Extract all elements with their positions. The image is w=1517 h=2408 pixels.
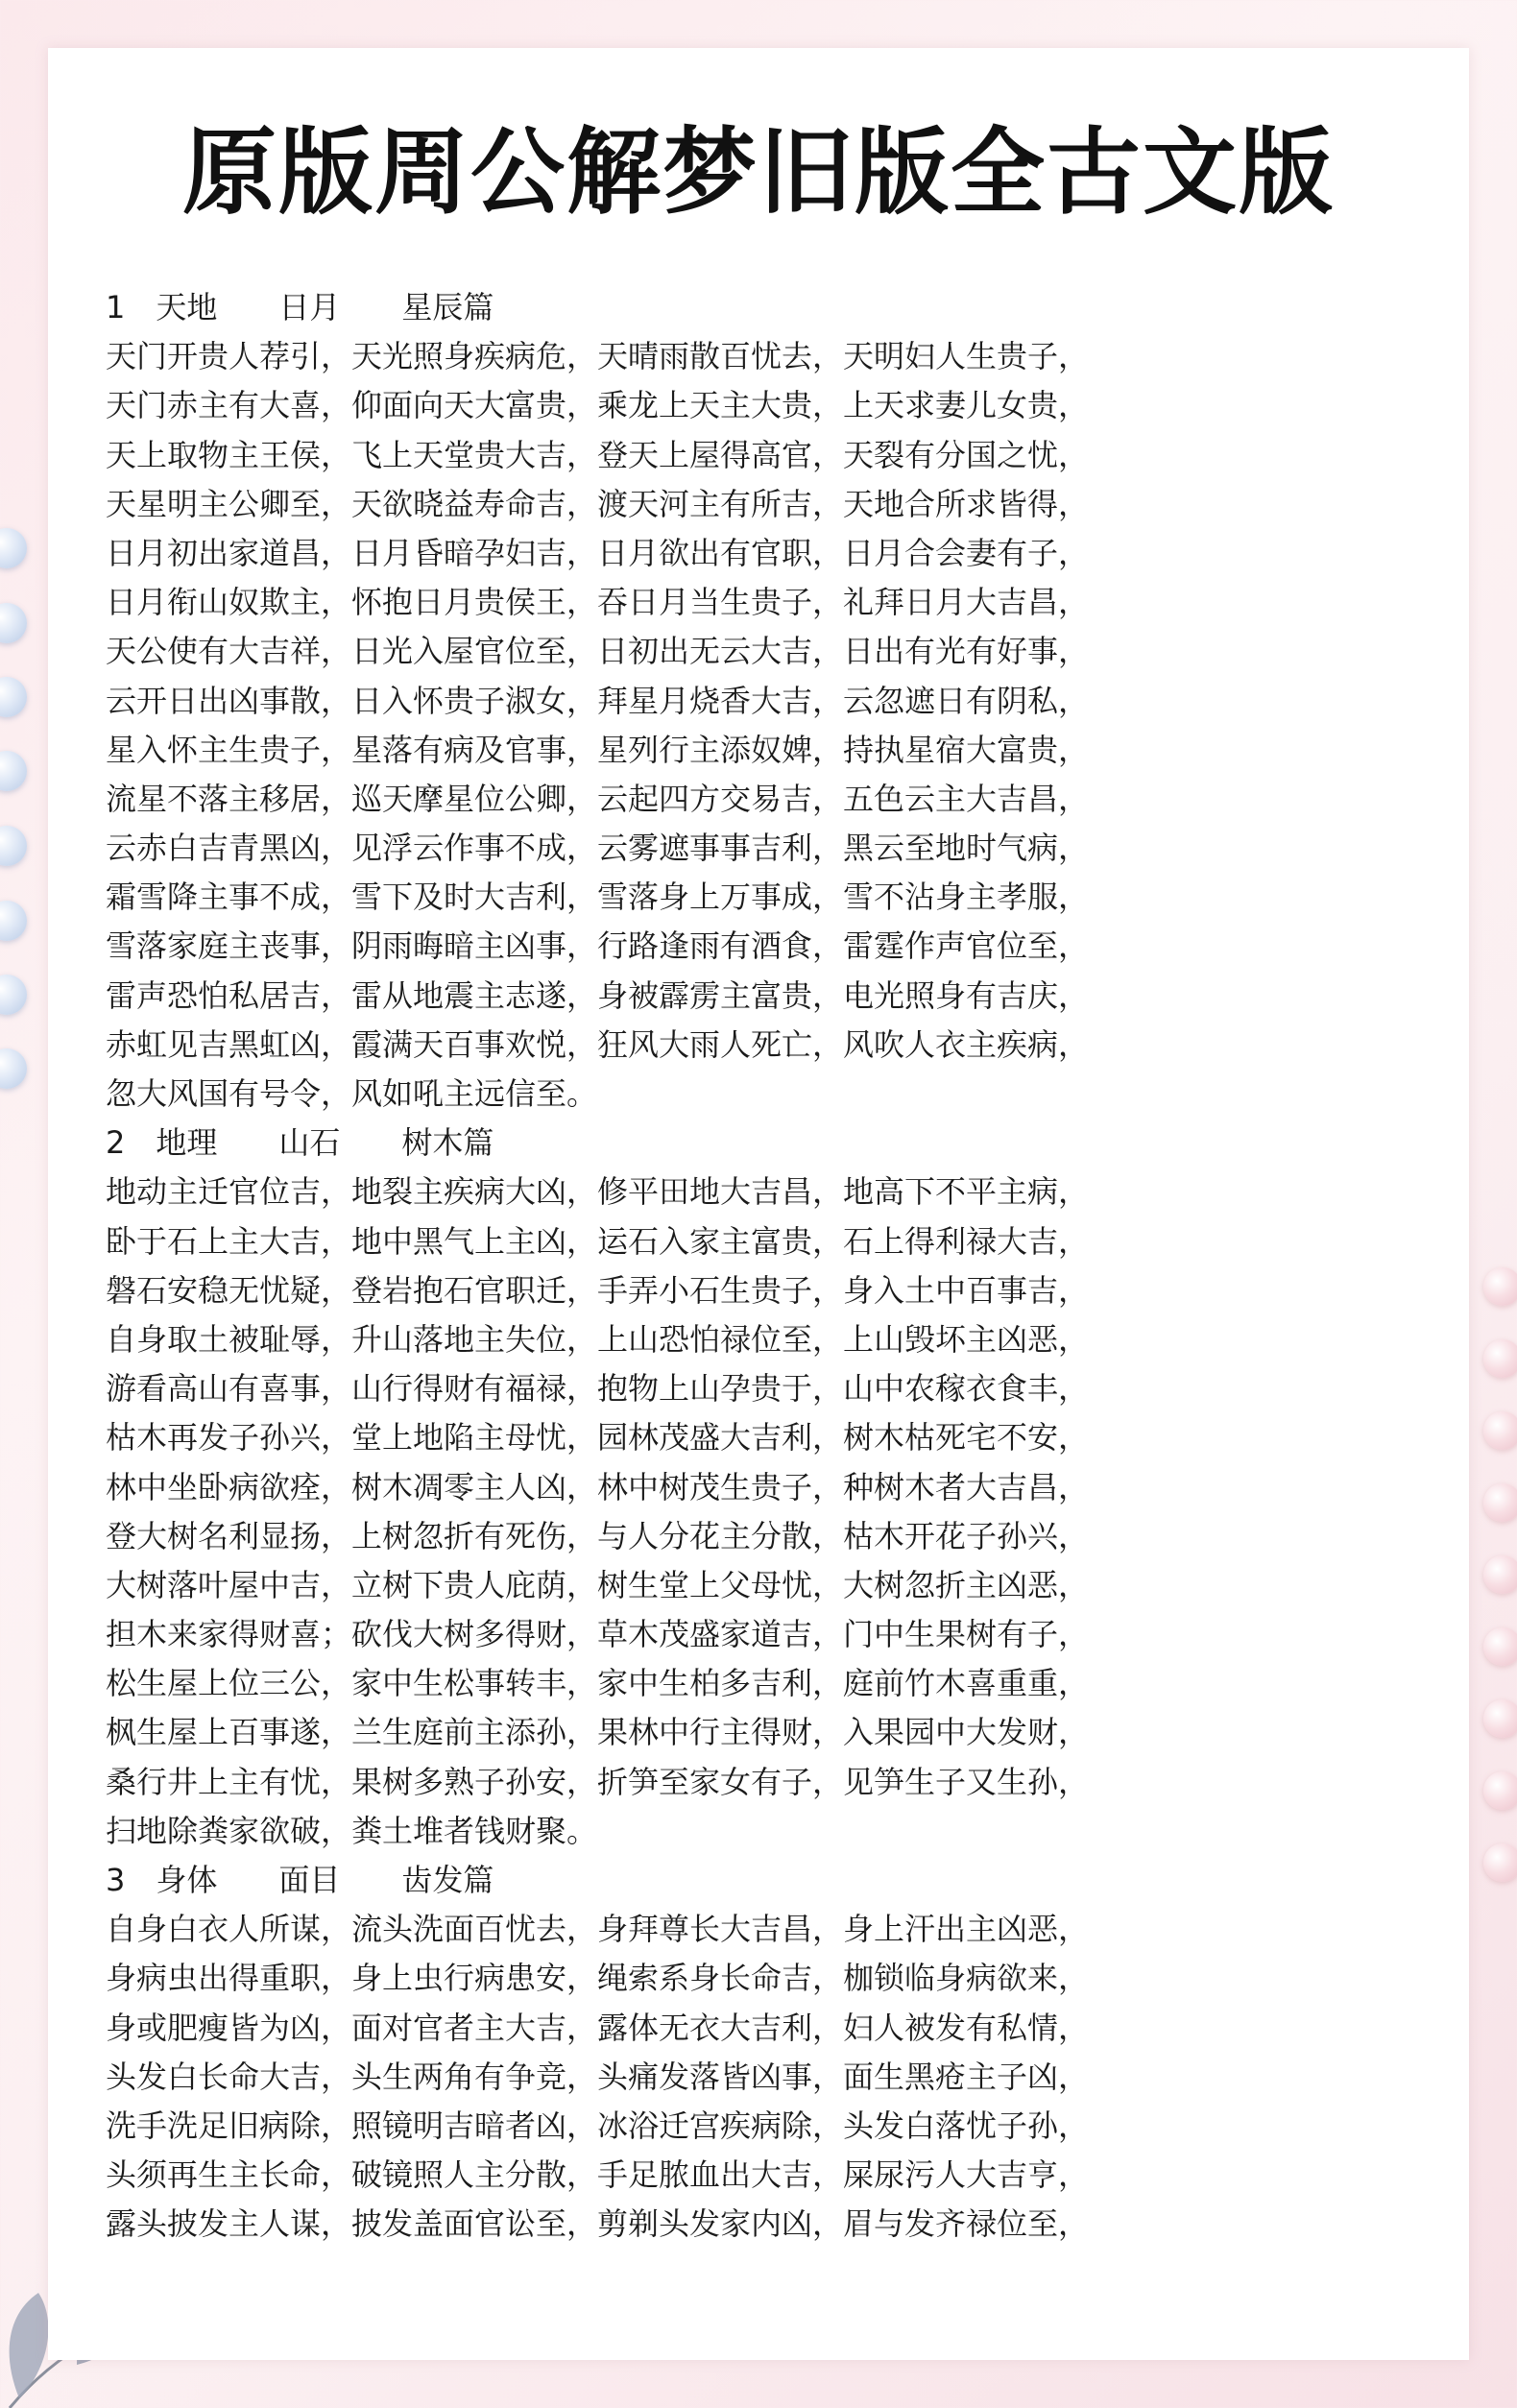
- text-line: 登大树名利显扬，上树忽折有死伤，与人分花主分散，枯木开花子孙兴，: [106, 1517, 1090, 1554]
- section-heading: 3 身体 面目 齿发篇: [106, 1862, 494, 1898]
- text-line: 露头披发主人谋，披发盖面官讼至，剪剃头发家内凶，眉与发齐禄位至，: [106, 2205, 1090, 2243]
- text-line: 天公使有大吉祥，日光入屋官位至，日初出无云大吉，日出有光有好事，: [106, 633, 1090, 670]
- text-line: 天门开贵人荐引，天光照身疾病危，天晴雨散百忧去，天明妇人生贵子，: [106, 338, 1090, 375]
- text-line: 日月初出家道昌，日月昏暗孕妇吉，日月欲出有官职，日月合会妻有子，: [106, 534, 1090, 571]
- pearl-decoration: [1483, 1843, 1517, 1882]
- text-line: 林中坐卧病欲痊，树木凋零主人凶，林中树茂生贵子，种树木者大吉昌，: [106, 1468, 1090, 1505]
- text-line: 雷声恐怕私居吉，雷从地震主志遂，身被霹雳主富贵，电光照身有吉庆，: [106, 976, 1090, 1014]
- pearl-decoration: [0, 677, 27, 717]
- text-line: 担木来家得财喜；砍伐大树多得财，草木茂盛家道吉，门中生果树有子，: [106, 1616, 1090, 1653]
- text-line: 洗手洗足旧病除，照镜明吉暗者凶，冰浴迁宫疾病除，头发白落忧子孙，: [106, 2107, 1090, 2144]
- pearl-decoration: [0, 603, 27, 643]
- text-line: 游看高山有喜事，山行得财有福禄，抱物上山孕贵于，山中农稼衣食丰，: [106, 1370, 1090, 1408]
- pearl-decoration: [0, 1048, 27, 1089]
- text-line: 流星不落主移居，巡天摩星位公卿，云起四方交易吉，五色云主大吉昌，: [106, 780, 1090, 817]
- text-line: 雪落家庭主丧事，阴雨晦暗主凶事，行路逢雨有酒食，雷霆作声官位至，: [106, 927, 1090, 965]
- text-line: 星入怀主生贵子，星落有病及官事，星列行主添奴婢，持执星宿大富贵，: [106, 731, 1090, 768]
- text-line: 枫生屋上百事遂，兰生庭前主添孙，果林中行主得财，入果园中大发财，: [106, 1714, 1090, 1751]
- text-line: 忽大风国有号令，风如吼主远信至。: [106, 1075, 598, 1112]
- document-page: [48, 48, 1469, 2360]
- text-line: 云赤白吉青黑凶，见浮云作事不成，云雾遮事事吉利，黑云至地时气病，: [106, 830, 1090, 867]
- text-line: 云开日出凶事散，日入怀贵子淑女，拜星月烧香大吉，云忽遮日有阴私，: [106, 682, 1090, 719]
- text-line: 扫地除粪家欲破，粪土堆者钱财聚。: [106, 1812, 598, 1849]
- text-line: 自身白衣人所谋，流头洗面百忧去，身拜尊长大吉昌，身上汗出主凶恶，: [106, 1911, 1090, 1948]
- pearl-decoration: [1483, 1339, 1517, 1378]
- text-line: 天上取物主王侯，飞上天堂贵大吉，登天上屋得高官，天裂有分国之忧，: [106, 436, 1090, 473]
- pearl-decoration: [1483, 1627, 1517, 1666]
- text-line: 身病虫出得重职，身上虫行病患安，绳索系身长命吉，枷锁临身病欲来，: [106, 1960, 1090, 1997]
- text-line: 天星明主公卿至，天欲晓益寿命吉，渡天河主有所吉，天地合所求皆得，: [106, 485, 1090, 522]
- text-line: 桑行井上主有忧，果树多熟子孙安，折笋至家女有子，见笋生子又生孙，: [106, 1763, 1090, 1800]
- pearl-decoration: [1483, 1267, 1517, 1306]
- text-line: 地动主迁官位吉，地裂主疾病大凶，修平田地大吉昌，地高下不平主病，: [106, 1173, 1090, 1211]
- page-title: 原版周公解梦旧版全古文版: [181, 118, 1335, 228]
- pearl-decoration: [1483, 1699, 1517, 1738]
- text-line: 磐石安稳无忧疑，登岩抱石官职迁，手弄小石生贵子，身入土中百事吉，: [106, 1271, 1090, 1309]
- pearl-decoration: [0, 826, 27, 866]
- pearl-decoration: [0, 528, 27, 568]
- text-line: 身或肥瘦皆为凶，面对官者主大吉，露体无衣大吉利，妇人被发有私情，: [106, 2009, 1090, 2046]
- text-line: 头须再生主长命，破镜照人主分散，手足脓血出大吉，屎尿污人大吉亨，: [106, 2156, 1090, 2194]
- section-heading: 1 天地 日月 星辰篇: [106, 289, 494, 325]
- pearl-decoration: [0, 901, 27, 941]
- section-heading: 2 地理 山石 树木篇: [106, 1124, 494, 1162]
- pearl-decoration: [0, 975, 27, 1015]
- text-line: 头发白长命大吉，头生两角有争竞，头痛发落皆凶事，面生黑疮主子凶，: [106, 2058, 1090, 2095]
- text-line: 枯木再发子孙兴，堂上地陷主母忧，园林茂盛大吉利，树木枯死宅不安，: [106, 1419, 1090, 1457]
- pearl-decoration: [1483, 1771, 1517, 1810]
- text-line: 赤虹见吉黑虹凶，霞满天百事欢悦，狂风大雨人死亡，风吹人衣主疾病，: [106, 1025, 1090, 1063]
- text-line: 天门赤主有大喜，仰面向天大富贵，乘龙上天主大贵，上天求妻儿女贵，: [106, 387, 1090, 424]
- text-line: 松生屋上位三公，家中生松事转丰，家中生柏多吉利，庭前竹木喜重重，: [106, 1665, 1090, 1702]
- text-line: 自身取土被耻辱，升山落地主失位，上山恐怕禄位至，上山毁坏主凶恶，: [106, 1320, 1090, 1358]
- text-line: 日月衔山奴欺主，怀抱日月贵侯王，吞日月当生贵子，礼拜日月大吉昌，: [106, 584, 1090, 621]
- text-line: 大树落叶屋中吉，立树下贵人庇荫，树生堂上父母忧，大树忽折主凶恶，: [106, 1566, 1090, 1603]
- text-line: 霜雪降主事不成，雪下及时大吉利，雪落身上万事成，雪不沾身主孝服，: [106, 879, 1090, 916]
- pearl-decoration: [1483, 1483, 1517, 1522]
- pearl-decoration: [1483, 1411, 1517, 1450]
- pearl-decoration: [0, 751, 27, 791]
- text-line: 卧于石上主大吉，地中黑气上主凶，运石入家主富贵，石上得利禄大吉，: [106, 1222, 1090, 1260]
- pearl-decoration: [1483, 1555, 1517, 1594]
- document-body: [106, 283, 1219, 2250]
